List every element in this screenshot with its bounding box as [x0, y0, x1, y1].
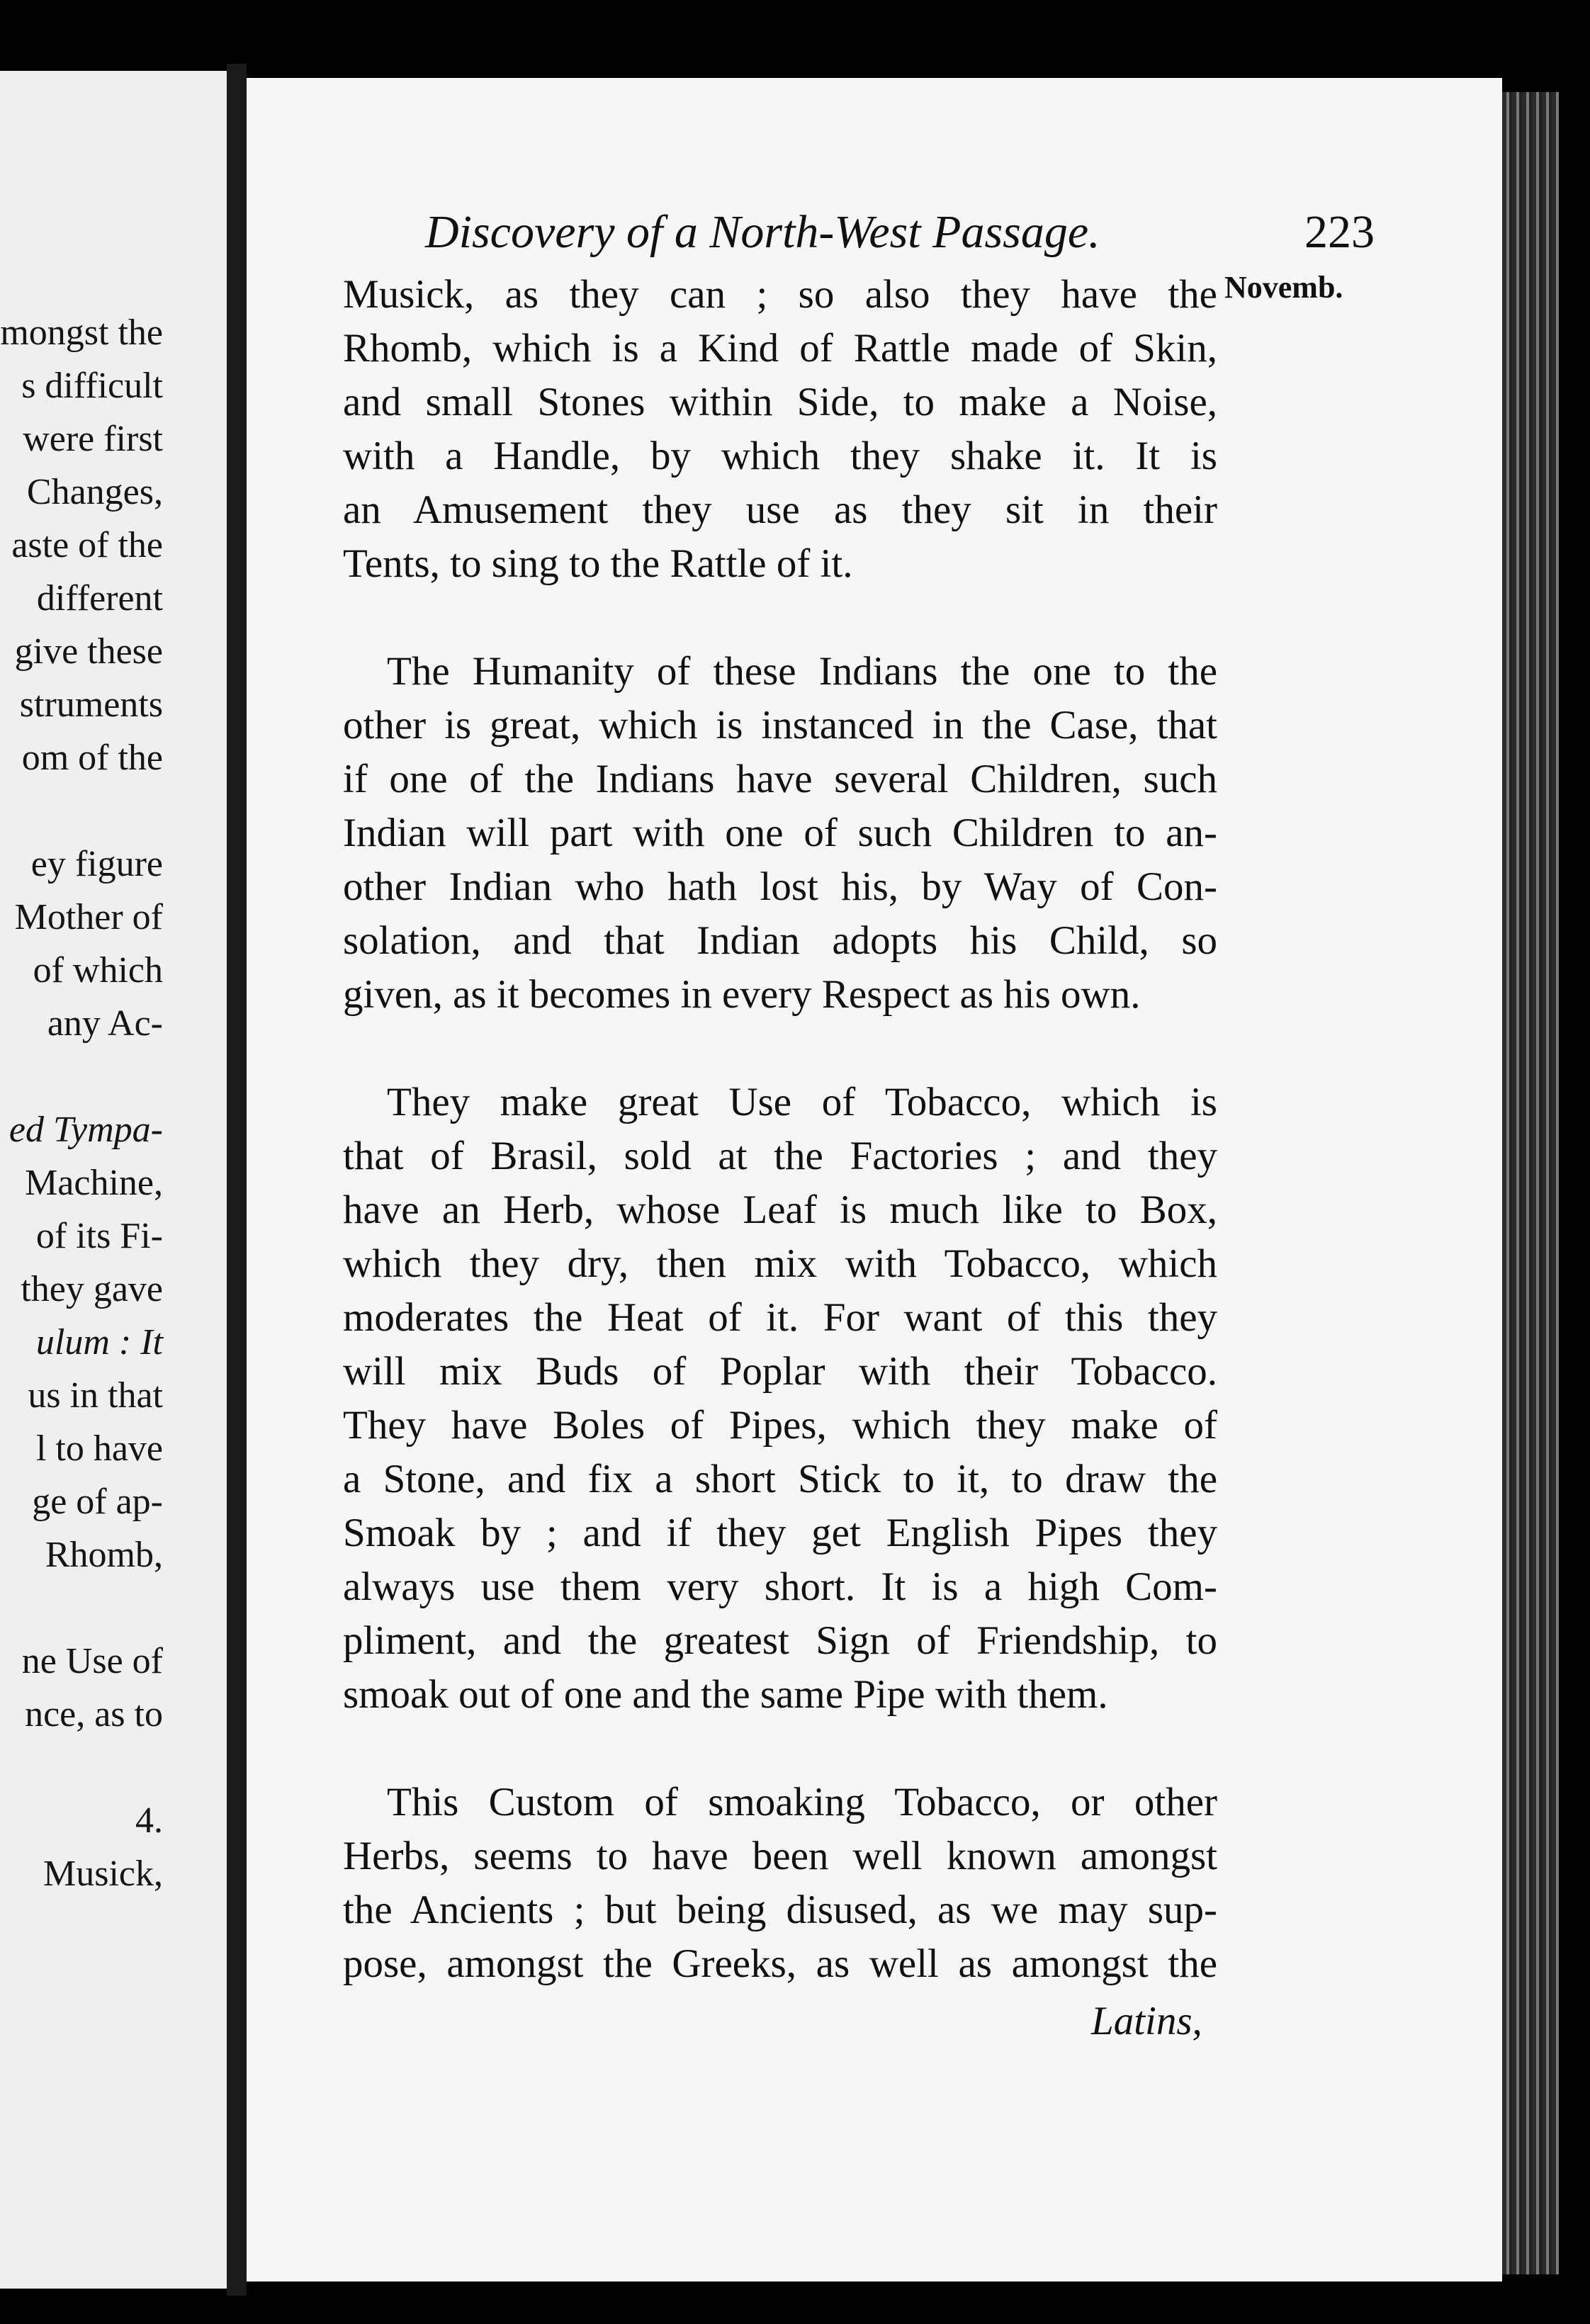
text-line: other is great, which is instanced in the Case, that [343, 703, 1217, 748]
text-line: Musick, as they can ; so also they have the [343, 272, 1217, 317]
left-page-line: of which [33, 950, 163, 991]
left-page-line: us in that [28, 1375, 163, 1416]
left-page-line: they gave [21, 1269, 163, 1309]
text-line: if one of the Indians have several Children, such [343, 757, 1217, 801]
text-line: Smoak by ; and if they get English Pipes they [343, 1511, 1217, 1555]
left-page-line: nce, as to [25, 1694, 163, 1734]
text-line: that of Brasil, sold at the Factories ; and they [343, 1134, 1217, 1178]
catchword: Latins, [1091, 1999, 1202, 2043]
text-line: with a Handle, by which they shake it. It is [343, 434, 1217, 478]
text-line: Tents, to sing to the Rattle of it. [343, 541, 853, 586]
paragraph-2 [343, 645, 1217, 1022]
text-line: which they dry, then mix with Tobacco, which [343, 1241, 1217, 1286]
left-page-line: ulum : It [35, 1322, 163, 1363]
text-line: pose, amongst the Greeks, as well as amongst the [343, 1941, 1217, 1986]
left-page-line: mongst the [0, 312, 163, 353]
page-number: 223 [1304, 206, 1375, 258]
left-page-line: 4. [135, 1800, 163, 1841]
left-page-line: ey figure [30, 844, 163, 884]
left-page-line: l to have [35, 1428, 163, 1469]
left-page-line: give these [14, 631, 163, 672]
left-page-line: Changes, [26, 472, 163, 512]
left-page-line: Musick, [43, 1854, 163, 1894]
text-line: and small Stones within Side, to make a Noise, [343, 380, 1217, 424]
paragraph-1 [343, 268, 1217, 591]
page-header [425, 205, 1375, 262]
left-page-line: aste of the [11, 525, 163, 565]
left-page-line: om of the [21, 738, 163, 778]
text-line: The Humanity of these Indians the one to the [387, 649, 1217, 694]
left-page-line: any Ac- [47, 1003, 163, 1044]
running-title: Discovery of a North-West Passage. [425, 206, 1100, 258]
body-text [343, 268, 1217, 1991]
left-page-line: Mother of [14, 897, 163, 937]
paragraph-4 [343, 1776, 1217, 1991]
text-line: an Amusement they use as they sit in their [343, 487, 1217, 532]
text-line: Rhomb, which is a Kind of Rattle made of Skin, [343, 326, 1217, 371]
text-line: Indian will part with one of such Children to an- [343, 811, 1217, 855]
left-page-line: ed Tympa- [9, 1110, 163, 1150]
text-line: will mix Buds of Poplar with their Tobacco. [343, 1349, 1217, 1394]
paragraph-3 [343, 1076, 1217, 1722]
text-line: solation, and that Indian adopts his Child, so [343, 918, 1217, 963]
left-page-line: of its Fi- [35, 1216, 163, 1256]
text-line: Herbs, seems to have been well known amongst [343, 1834, 1217, 1878]
text-line: They make great Use of Tobacco, which is [387, 1080, 1217, 1124]
left-page-line: s difficult [21, 366, 163, 406]
left-page-line: ne Use of [21, 1641, 163, 1681]
text-line: They have Boles of Pipes, which they make of [343, 1403, 1217, 1448]
text-line: smoak out of one and the same Pipe with them. [343, 1672, 1108, 1717]
text-line: other Indian who hath lost his, by Way of Con- [343, 864, 1217, 909]
text-line: given, as it becomes in every Respect as his own. [343, 972, 1141, 1017]
left-page-line: ge of ap- [32, 1482, 163, 1522]
page-edge [1502, 92, 1559, 2274]
left-page-line: struments [19, 684, 163, 725]
text-line: moderates the Heat of it. For want of this they [343, 1295, 1217, 1340]
left-page-line: Machine, [25, 1163, 163, 1203]
left-page-fragment [0, 71, 227, 2289]
book-gutter [227, 64, 247, 2296]
left-page-line: different [36, 578, 163, 619]
text-line: always use them very short. It is a high Com- [343, 1564, 1217, 1609]
text-line: pliment, and the greatest Sign of Friendship, to [343, 1618, 1217, 1663]
text-line: This Custom of smoaking Tobacco, or other [387, 1780, 1217, 1824]
text-line: a Stone, and fix a short Stick to it, to draw the [343, 1457, 1217, 1501]
left-page-line: were first [23, 419, 163, 459]
marginal-note: Novemb. [1224, 270, 1343, 305]
left-page-line: Rhomb, [45, 1535, 163, 1575]
text-line: the Ancients ; but being disused, as we may sup- [343, 1888, 1217, 1932]
text-line: have an Herb, whose Leaf is much like to Box, [343, 1188, 1217, 1232]
